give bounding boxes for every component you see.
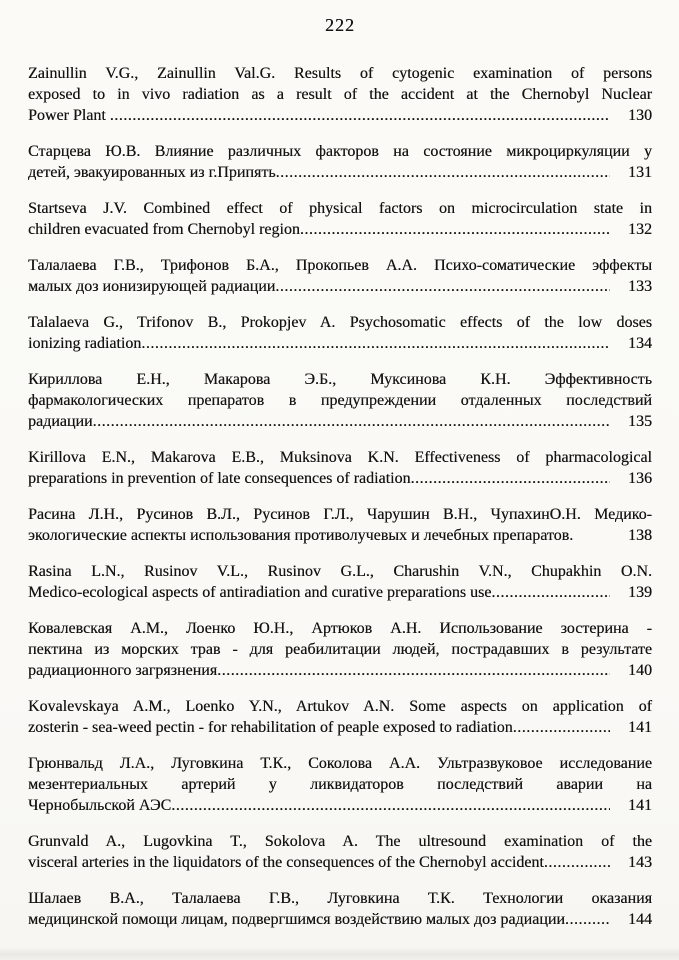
entry-line: Кириллова Е.Н., Макарова Э.Б., Муксинова К.Н. Эффективность bbox=[28, 371, 652, 388]
entry-line: фармакологических препаратов в предупреждении отдаленных последствий bbox=[28, 392, 652, 409]
entry-line: Zainullin V.G., Zainullin Val.G. Results of cytogenic examination of persons bbox=[28, 65, 652, 82]
entry-line: Kovalevskaya A.M., Loenko Y.N., Artukov A.N. Some aspects on application of bbox=[28, 698, 652, 715]
page-number-header: 222 bbox=[325, 15, 355, 35]
entry-last-line-text: visceral arteries in the liquidators of the consequences of the Chernobyl accident bbox=[28, 854, 544, 871]
entry-last-line bbox=[28, 852, 652, 873]
entry-page-number: 143 bbox=[628, 854, 652, 871]
entry-line: Расина Л.Н., Русинов В.Л., Русинов Г.Л., Чарушин В.Н., ЧупахинО.Н. Медико- bbox=[28, 506, 652, 523]
entry-last-line bbox=[28, 660, 652, 681]
toc-entry bbox=[28, 312, 652, 354]
entry-page-number: 135 bbox=[628, 413, 652, 430]
entry-last-line bbox=[28, 333, 652, 354]
entry-last-line-text: Power Plant bbox=[28, 107, 110, 124]
entry-last-line-text: малых доз ионизирующей радиации bbox=[28, 278, 276, 295]
entry-line: Талалаева Г.В., Трифонов Б.А., Прокопьев А.А. Психо-соматические эффекты bbox=[28, 257, 652, 274]
dot-leader bbox=[275, 276, 610, 297]
entry-page-number: 140 bbox=[628, 662, 652, 679]
toc-list bbox=[28, 63, 652, 930]
entry-last-line-text: экологические аспекты использования противолучевых и лечебных препаратов. bbox=[28, 527, 574, 544]
toc-entry bbox=[28, 198, 652, 240]
entry-page-number: 144 bbox=[628, 911, 652, 928]
entry-last-line bbox=[28, 411, 652, 432]
toc-entry bbox=[28, 831, 652, 873]
entry-line: Ковалевская А.М., Лоенко Ю.Н., Артюков А.Н. Использование зостерина - bbox=[28, 620, 652, 637]
entry-last-line bbox=[28, 276, 652, 297]
entry-last-line bbox=[28, 582, 652, 603]
dot-leader bbox=[300, 219, 610, 240]
entry-line: exposed to in vivo radiation as a result of the accident at the Chernobyl Nuclear bbox=[28, 86, 652, 103]
dot-leader bbox=[276, 162, 610, 183]
toc-entry bbox=[28, 888, 652, 930]
entry-last-line-text: preparations in prevention of late consequences of radiation bbox=[28, 470, 411, 487]
entry-page-number: 138 bbox=[628, 527, 652, 544]
toc-entry bbox=[28, 141, 652, 183]
entry-last-line-text: ionizing radiation bbox=[28, 335, 142, 352]
dot-leader bbox=[217, 660, 610, 681]
toc-entry bbox=[28, 696, 652, 738]
dot-leader bbox=[544, 852, 610, 873]
entry-line: Старцева Ю.В. Влияние различных факторов на состояние микроциркуляции у bbox=[28, 143, 652, 160]
entry-page-number: 139 bbox=[628, 584, 652, 601]
entry-line: пектина из морских трав - для реабилитации людей, пострадавших в результате bbox=[28, 641, 652, 658]
entry-last-line bbox=[28, 795, 652, 816]
entry-last-line-text: zosterin - sea-weed pectin - for rehabilitation of peaple exposed to radiation bbox=[28, 719, 513, 736]
toc-entry bbox=[28, 63, 652, 126]
entry-last-line bbox=[28, 525, 652, 546]
entry-page-number: 131 bbox=[628, 164, 652, 181]
entry-last-line bbox=[28, 468, 652, 489]
entry-last-line bbox=[28, 162, 652, 183]
toc-entry bbox=[28, 753, 652, 816]
toc-entry bbox=[28, 504, 652, 546]
dot-leader bbox=[411, 468, 610, 489]
toc-entry bbox=[28, 447, 652, 489]
dot-leader bbox=[565, 909, 610, 930]
dot-leader bbox=[491, 582, 610, 603]
dot-leader bbox=[93, 411, 610, 432]
dot-leader bbox=[171, 795, 610, 816]
entry-last-line-text: детей, эвакуированных из г.Припять bbox=[28, 164, 276, 181]
entry-page-number: 130 bbox=[628, 107, 652, 124]
entry-last-line bbox=[28, 105, 652, 126]
entry-last-line bbox=[28, 219, 652, 240]
entry-line: мезентериальных артерий у ликвидаторов последствий аварии на bbox=[28, 776, 652, 793]
entry-last-line-text: Чернобыльской АЭС bbox=[28, 797, 172, 814]
dot-leader bbox=[110, 105, 610, 126]
toc-entry bbox=[28, 561, 652, 603]
entry-last-line-text: радиационного загрязнения bbox=[28, 662, 218, 679]
entry-page-number: 141 bbox=[628, 719, 652, 736]
entry-line: Kirillova E.N., Makarova E.B., Muksinova K.N. Effectiveness of pharmacological bbox=[28, 449, 652, 466]
entry-last-line bbox=[28, 909, 652, 930]
entry-line: Шалаев В.А., Талалаева Г.В., Луговкина Т.К. Технологии оказания bbox=[28, 890, 652, 907]
entry-line: Startseva J.V. Combined effect of physical factors on microcirculation state in bbox=[28, 200, 652, 217]
entry-page-number: 132 bbox=[628, 221, 652, 238]
entry-page-number: 141 bbox=[628, 797, 652, 814]
entry-page-number: 136 bbox=[628, 470, 652, 487]
entry-last-line-text: children evacuated from Chernobyl region bbox=[28, 221, 300, 238]
entry-line: Rasina L.N., Rusinov V.L., Rusinov G.L., Charushin V.N., Chupakhin O.N. bbox=[28, 563, 652, 580]
toc-entry bbox=[28, 255, 652, 297]
dot-leader bbox=[513, 717, 610, 738]
entry-last-line-text: радиации bbox=[28, 413, 93, 430]
entry-last-line bbox=[28, 717, 652, 738]
entry-line: Talalaeva G., Trifonov B., Prokopjev A. Psychosomatic effects of the low doses bbox=[28, 314, 652, 331]
entry-line: Грюнвальд Л.А., Луговкина Т.К., Соколова А.А. Ультразвуковое исследование bbox=[28, 755, 652, 772]
toc-entry bbox=[28, 618, 652, 681]
entry-page-number: 133 bbox=[628, 278, 652, 295]
entry-last-line-text: Medico-ecological aspects of antiradiation and curative preparations use bbox=[28, 584, 492, 601]
dot-leader bbox=[141, 333, 610, 354]
entry-last-line-text: медицинской помощи лицам, подвергшимся воздействию малых доз радиации bbox=[28, 911, 565, 928]
entry-line: Grunvald A., Lugovkina T., Sokolova A. The ultresound examination of the bbox=[28, 833, 652, 850]
entry-page-number: 134 bbox=[628, 335, 652, 352]
toc-entry bbox=[28, 369, 652, 432]
